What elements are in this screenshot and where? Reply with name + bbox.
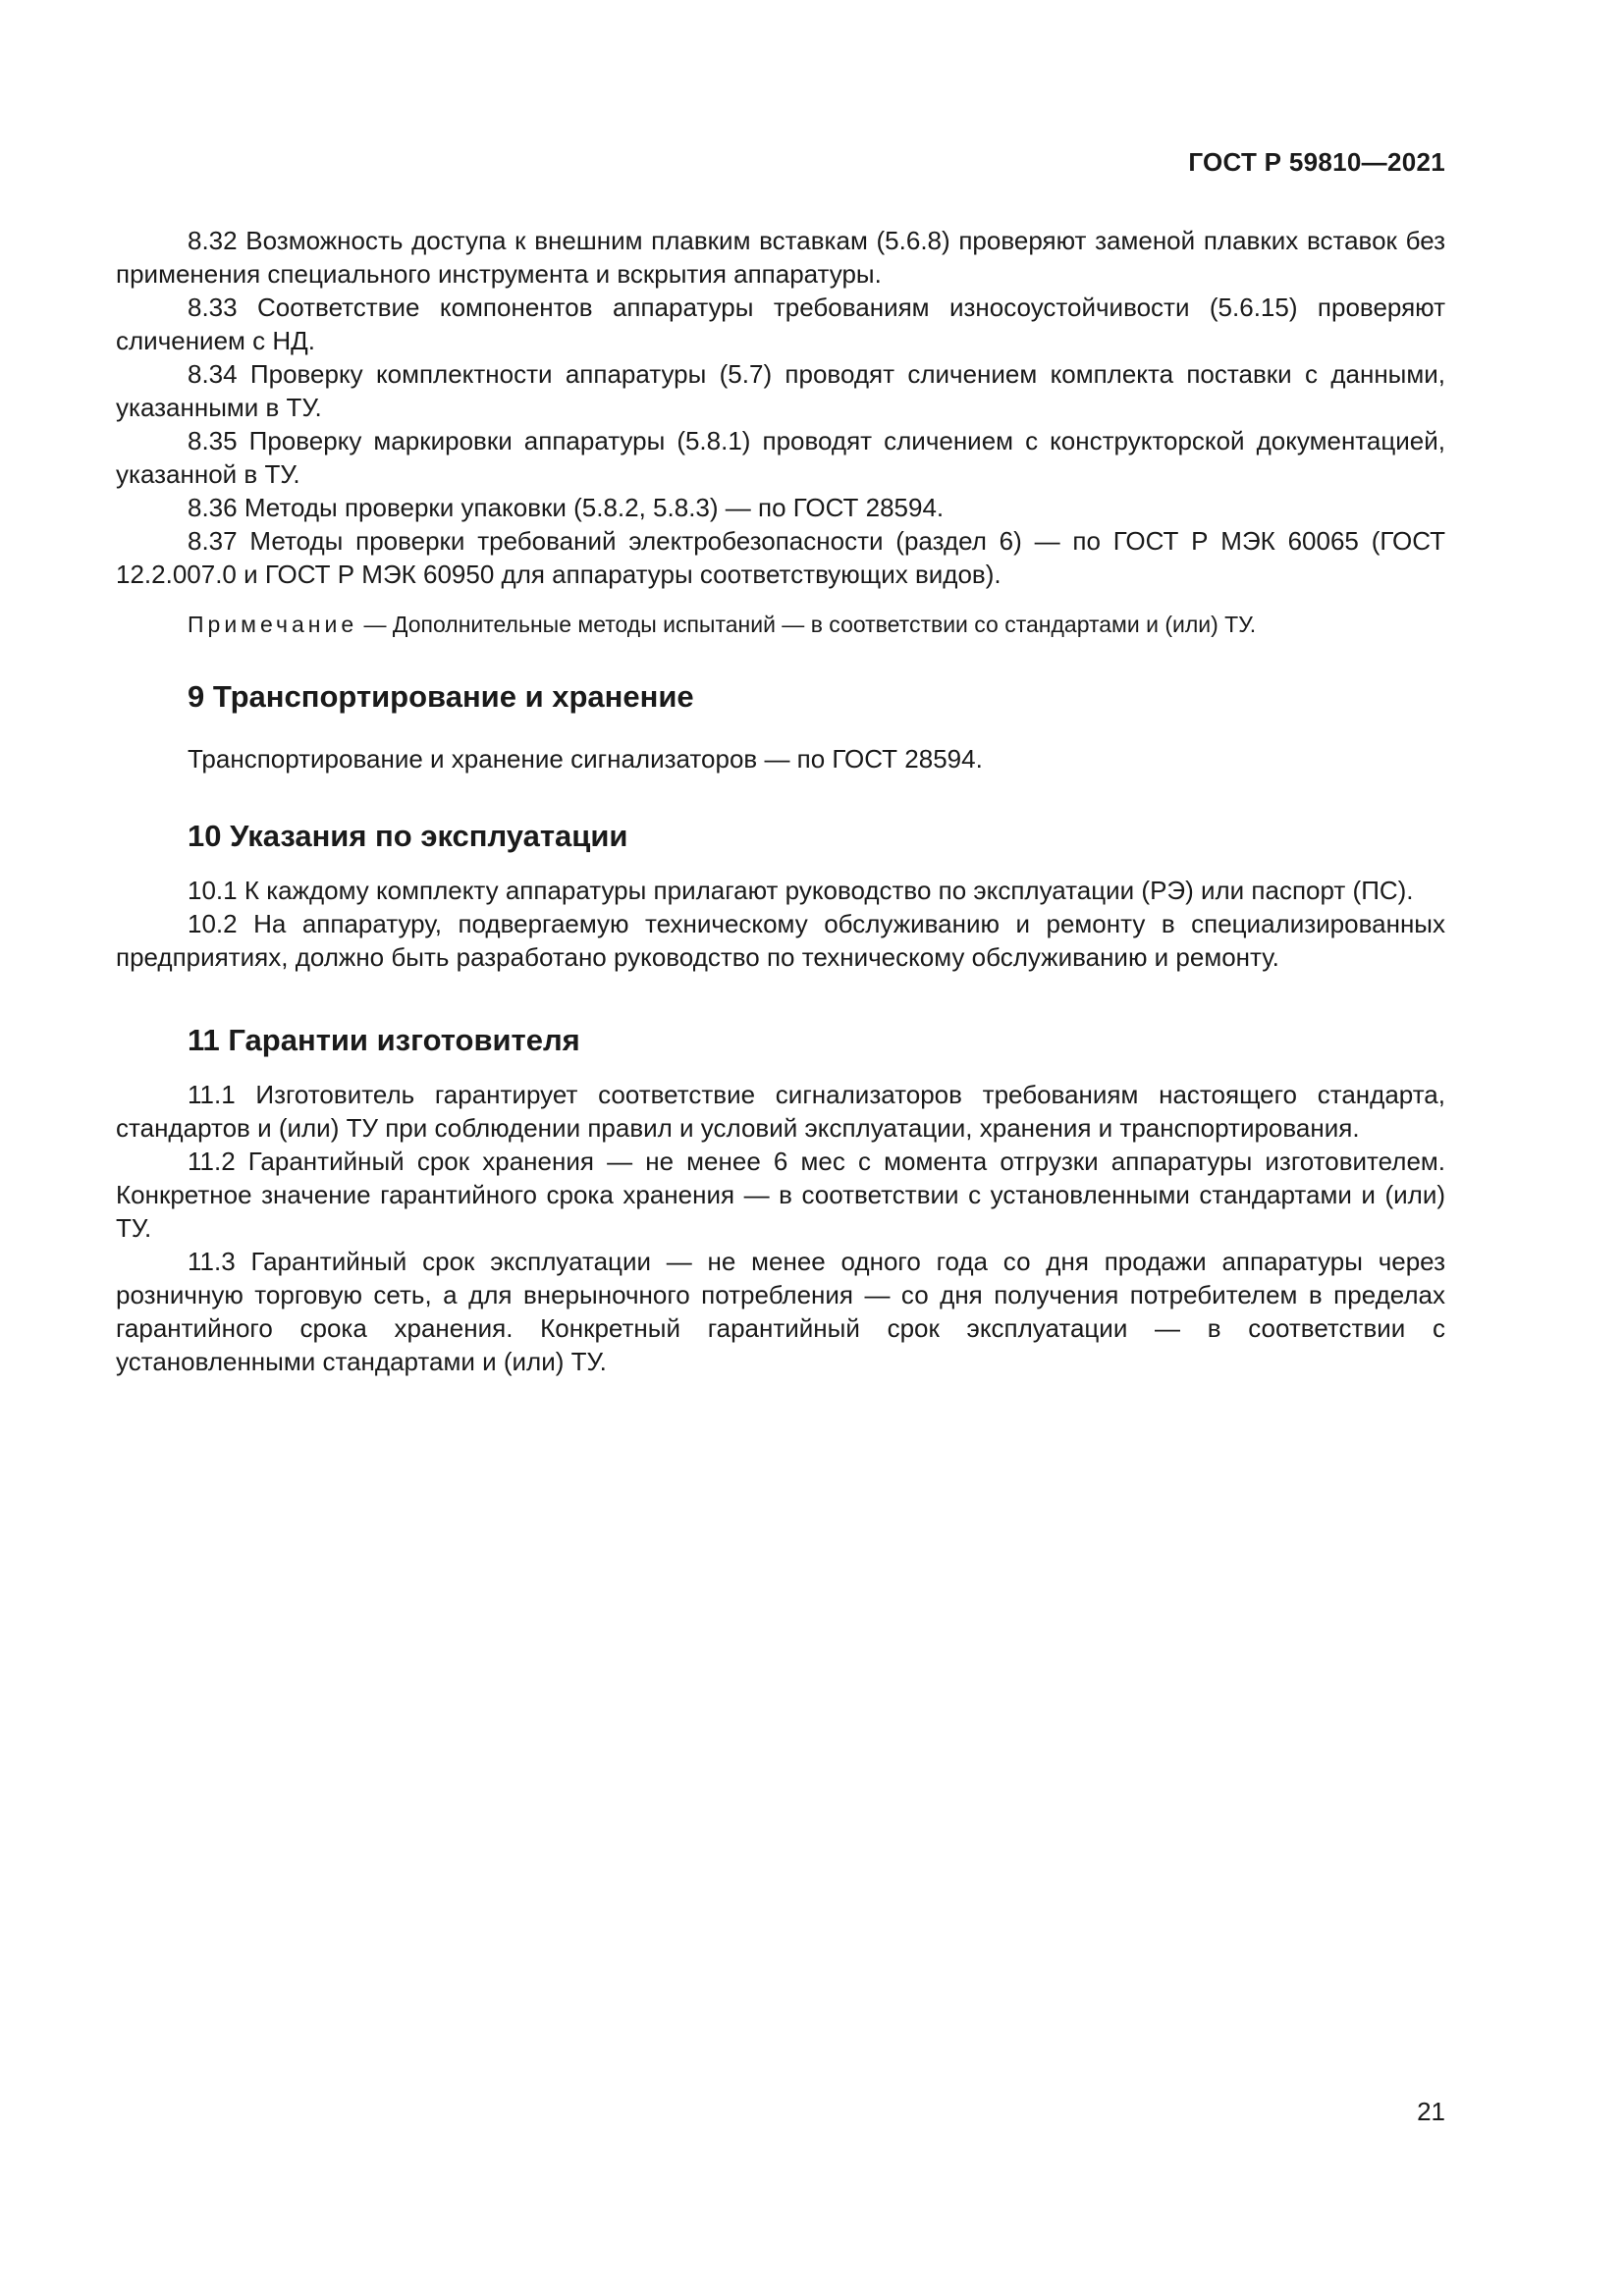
- standard-code-header: ГОСТ Р 59810—2021: [1188, 147, 1445, 177]
- section-8-tail: [116, 224, 1445, 640]
- section-9-paragraph: Транспортирование и хранение сигнализаторов — по ГОСТ 28594.: [188, 744, 983, 774]
- note-text: — Дополнительные методы испытаний — в соответствии со стандартами и (или) ТУ.: [357, 612, 1257, 637]
- section-9-heading: 9 Транспортирование и хранение: [188, 679, 694, 714]
- clause-11-2: 11.2 Гарантийный срок хранения — не менее 6 мес с момента отгрузки аппаратуры изготовителем. Конкретное значение гарантийного срока хранения — в соответствии с установленными стандартами и (или) ТУ.: [116, 1147, 1445, 1243]
- page-content: [116, 224, 1445, 1378]
- clause-8-34: 8.34 Проверку комплектности аппаратуры (5.7) проводят сличением комплекта поставки с данными, указанными в ТУ.: [116, 359, 1445, 422]
- note-label: Примечание: [188, 612, 358, 637]
- section-11-heading: 11 Гарантии изготовителя: [188, 1023, 580, 1057]
- clause-8-36: 8.36 Методы проверки упаковки (5.8.2, 5.8.3) — по ГОСТ 28594.: [188, 493, 945, 522]
- clause-10-2: 10.2 На аппаратуру, подвергаемую техническому обслуживанию и ремонту в специализированных предприятиях, должно быть разработано руководство по техническому обслуживанию и ремонту.: [116, 909, 1445, 972]
- clause-8-37: 8.37 Методы проверки требований электробезопасности (раздел 6) — по ГОСТ Р МЭК 60065 (ГОСТ 12.2.007.0 и ГОСТ Р МЭК 60950 для аппаратуры соответствующих видов).: [116, 526, 1445, 589]
- clause-11-1: 11.1 Изготовитель гарантирует соответствие сигнализаторов требованиям настоящего стандарта, стандартов и (или) ТУ при соблюдении правил и условий эксплуатации, хранения и транспортирования.: [116, 1080, 1445, 1143]
- page-number: 21: [1417, 2097, 1445, 2126]
- clause-8-33: 8.33 Соответствие компонентов аппаратуры требованиям износоустойчивости (5.6.15) проверяют сличением с НД.: [116, 293, 1445, 355]
- clause-8-32: 8.32 Возможность доступа к внешним плавким вставкам (5.6.8) проверяют заменой плавких вставок без применения специального инструмента и вскрытия аппаратуры.: [116, 226, 1445, 289]
- clause-10-1: 10.1 К каждому комплекту аппаратуры прилагают руководство по эксплуатации (РЭ) или паспорт (ПС).: [188, 876, 1414, 905]
- clause-8-35: 8.35 Проверку маркировки аппаратуры (5.8.1) проводят сличением с конструкторской документацией, указанной в ТУ.: [116, 426, 1445, 489]
- section-10-heading: 10 Указания по эксплуатации: [188, 819, 628, 853]
- note: [116, 609, 1445, 640]
- clause-11-3: 11.3 Гарантийный срок эксплуатации — не менее одного года со дня продажи аппаратуры через розничную торговую сеть, а для внерыночного потребления — со дня получения потребителем в пределах гарантийного срока хранения. Конкретный гарантийный срок эксплуатации — в соответствии с установленными стандартами и (или) ТУ.: [116, 1247, 1445, 1376]
